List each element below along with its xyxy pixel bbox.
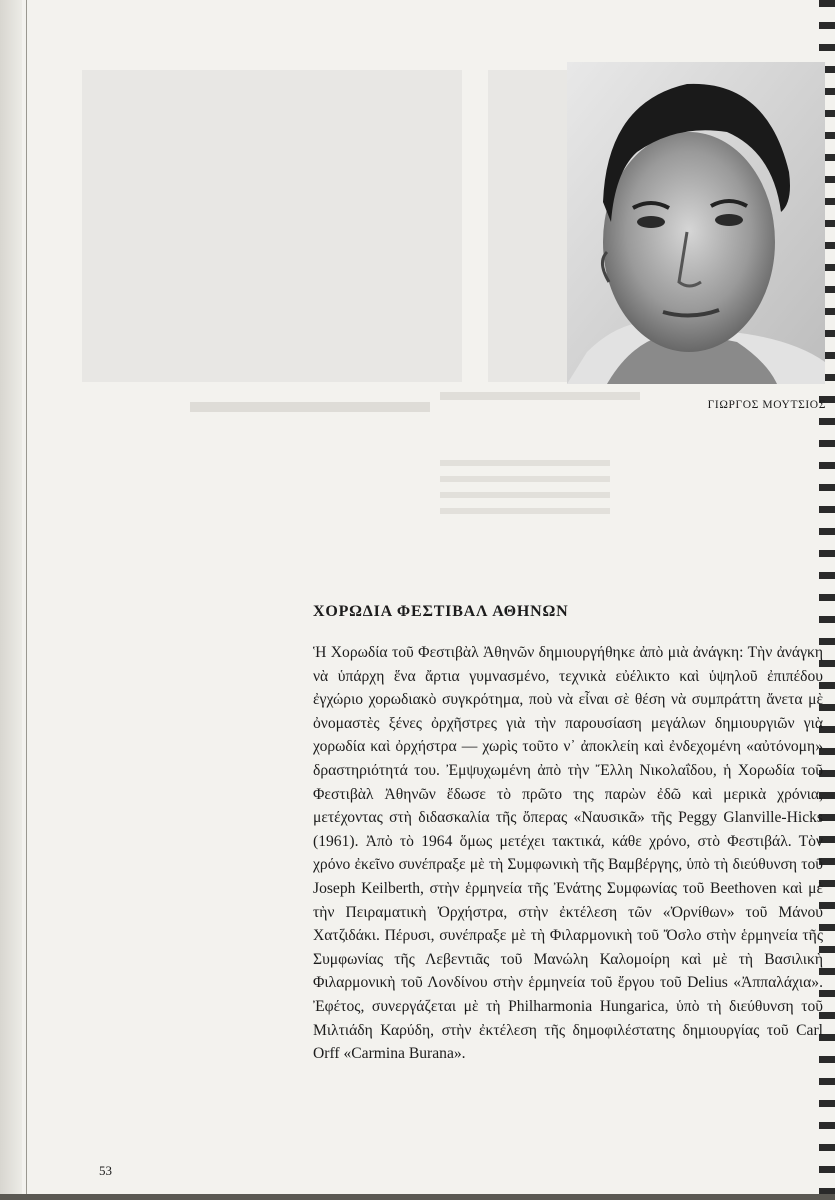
bleed-through-text — [190, 402, 430, 412]
article-heading: ΧΟΡΩΔΙΑ ΦΕΣΤΙΒΑΛ ΑΘΗΝΩΝ — [313, 603, 569, 620]
photo-caption: ΓΙΩΡΓΟΣ ΜΟΥΤΣΙΟΣ — [707, 399, 826, 411]
portrait-photo — [567, 62, 825, 384]
bleed-through-text — [440, 460, 610, 520]
page-left-edge — [0, 0, 22, 1200]
bleed-through-text — [440, 392, 640, 400]
bleed-through-photo-left — [82, 70, 462, 382]
bleed-through-photo-right — [488, 70, 568, 382]
spine-fold-line — [26, 0, 27, 1200]
article-body — [313, 641, 823, 1066]
body-paragraph: Ἡ Χορωδία τοῦ Φεστιβὰλ Ἀθηνῶν δημιουργήθηκε ἀπὸ μιὰ ἀνάγκη: Τὴν ἀνάγκη νὰ ὑπάρχη ἕνα ἄρτια γυμνασμένο, τεχνικὰ εὐέλικτο καὶ ὑψηλοῦ ἐπιπέδου ἐγχώριο χορωδιακὸ συγκρότημα, ποὺ νὰ εἶναι σὲ θέση νὰ συμπράττη ἄνετα μὲ ὀνομαστὲς ξένες ὀρχῆστρες γιὰ τὴν παρουσίαση μεγάλων δημιουργιῶν γιὰ χορωδία καὶ ὀρχήστρα — χωρὶς τοῦτο ν᾽ ἀποκλείη καὶ ἐνδεχομένη «αὐτόνομη» δραστηριότητά του. Ἐμψυχωμένη ἀπὸ τὴν Ἔλλη Νικολαΐδου, ἡ Χορωδία τοῦ Φεστιβὰλ Ἀθηνῶν ἔδωσε τὸ πρῶτο της παρὼν ἐδῶ καὶ μερικὰ χρόνια, μετέχοντας στὴ διδασκαλία τῆς ὄπερας «Ναυσικᾶ» τῆς Peggy Glanville-Hicks (1961). Ἀπὸ τὸ 1964 ὅμως μετέχει τακτικά, κάθε χρόνο, στὸ Φεστιβάλ. Τὸν χρόνο ἐκεῖνο συνέπραξε μὲ τὴ Συμφωνικὴ τῆς Βαμβέργης, ὑπὸ τὴ διεύθυνση τοῦ Joseph Keilberth, στὴν ἑρμηνεία τῆς Ἐνάτης Συμφωνίας τοῦ Beethoven καὶ μὲ τὴν Πειραματικὴ Ὀρχήστρα, στὴν ἐκτέλεση τῶν «Ὀρνίθων» τοῦ Μάνου Χατζιδάκι. Πέρυσι, συνέπραξε μὲ τὴ Φιλαρμονικὴ τοῦ Ὄσλο στὴν ἑρμηνεία τῆς Συμφωνίας τῆς Λεβεντιᾶς τοῦ Μανώλη Καλομοίρη καὶ μὲ τὴ Βασιλικὴ Φιλαρμονικὴ τοῦ Λονδίνου στὴν ἑρμηνεία τοῦ ἔργου τοῦ Delius «Ἀππαλάχια». Ἐφέτος, συνεργάζεται μὲ τὴ Philharmonia Hungarica, ὑπὸ τὴ διεύθυνση τοῦ Μιλτιάδη Καρύδη, στὴν ἐκτέλεση τῆς δημοφιλέστατης δημιουργίας τοῦ Carl Orff «Carmina Burana». — [313, 644, 823, 1063]
page-number: 53 — [99, 1163, 112, 1178]
page-bottom-edge — [0, 1194, 835, 1200]
